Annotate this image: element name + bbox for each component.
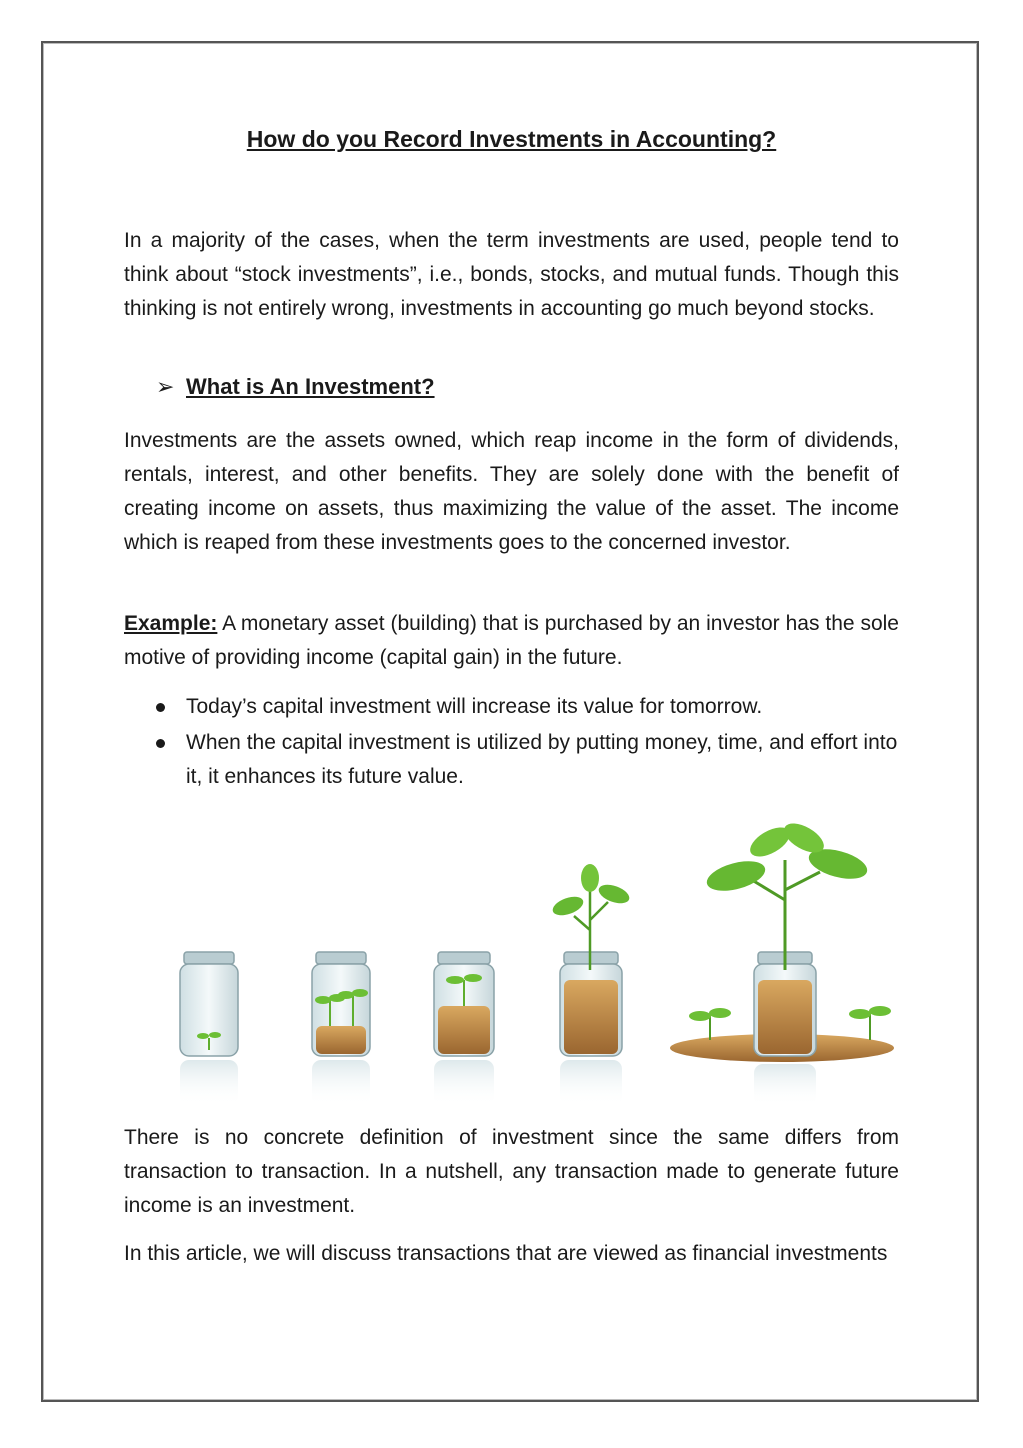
bullet-list: [124, 690, 899, 796]
example-text: A monetary asset (building) that is purchased by an investor has the sole motive of providing income (capital gain) in the future.: [124, 612, 899, 669]
list-item: [124, 690, 899, 724]
jar-5: [670, 820, 894, 1106]
jar-1: [180, 952, 238, 1106]
conclusion-paragraph: There is no concrete definition of investment since the same differs from transaction to transaction. In a nutshell, any transaction made to generate future income is an investment.: [124, 1126, 899, 1217]
jar-3: [434, 952, 494, 1106]
bullet-text: When the capital investment is utilized by putting money, time, and effort into it, it enhances its future value.: [186, 731, 898, 788]
jar-4: [550, 864, 632, 1106]
intro-paragraph: In a majority of the cases, when the term investments are used, people tend to think about “stock investments”, i.e., bonds, stocks, and mutual funds. Though this thinking is not entirely wrong, investments in accounting go much beyond stocks.: [124, 229, 899, 320]
arrow-bullet-icon: ➢: [156, 374, 175, 399]
section-heading-text: What is An Investment?: [186, 374, 435, 399]
list-item: [124, 726, 899, 794]
example-label: Example:: [124, 612, 218, 635]
growing-coin-jars-illustration: [170, 820, 895, 1106]
bullet-text: Today’s capital investment will increase its value for tomorrow.: [186, 695, 763, 718]
example-paragraph: [124, 607, 899, 675]
section-heading: [156, 374, 435, 400]
bullet-dot-icon: [156, 703, 165, 712]
definition-paragraph: Investments are the assets owned, which reap income in the form of dividends, rentals, interest, and other benefits. They are solely done with the benefit of creating income on assets, thus maximizing the value of the asset. The income which is reaped from these investments goes to the concerned investor.: [124, 429, 899, 554]
jar-2: [312, 952, 370, 1106]
page-title: How do you Record Investments in Accounting?: [246, 126, 777, 152]
closing-paragraph: In this article, we will discuss transactions that are viewed as financial investments: [124, 1242, 888, 1265]
bullet-dot-icon: [156, 739, 165, 748]
